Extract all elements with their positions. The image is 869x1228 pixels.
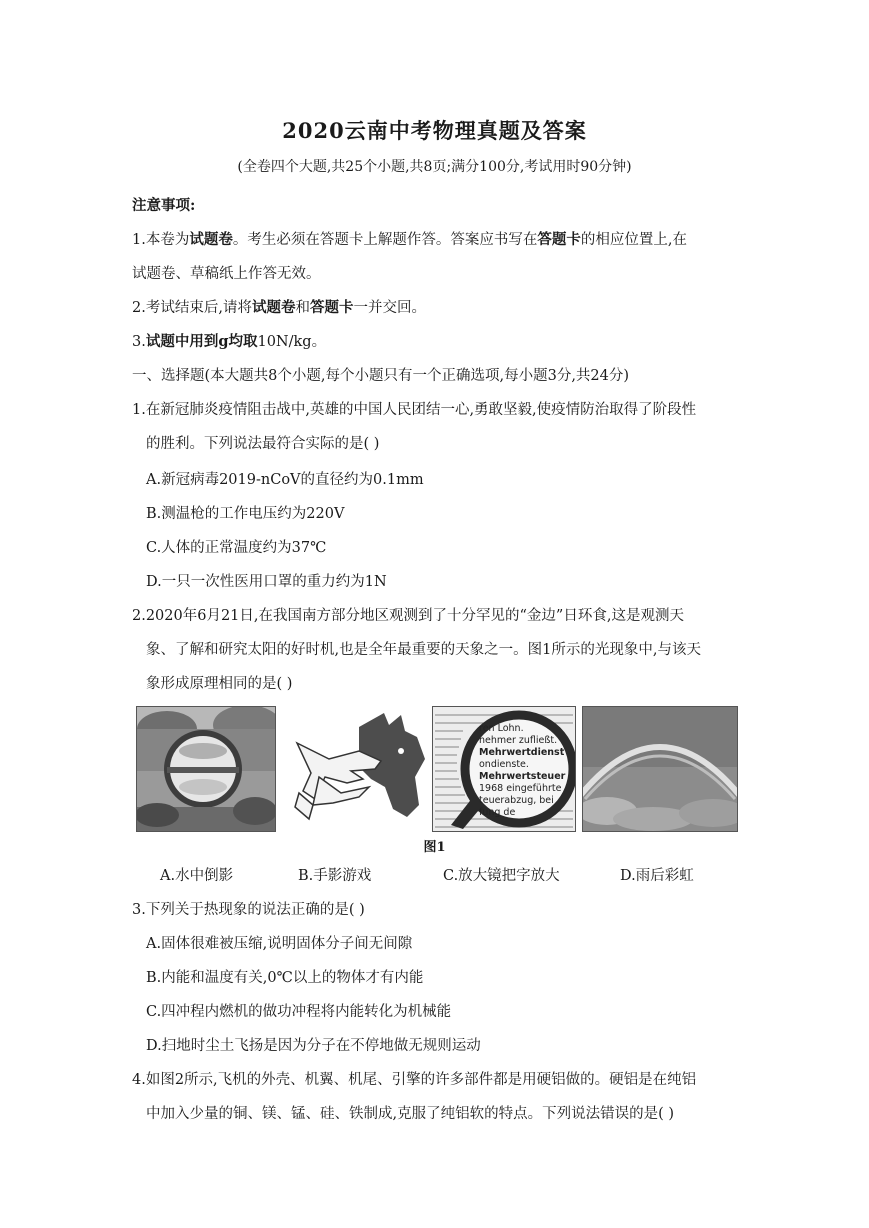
note-text: 的相应位置上,在 [580,232,687,248]
q1-stem-line2: 的胜利。下列说法最符合实际的是( ) [146,436,380,452]
note-text-bold: 答题卡 [309,299,354,316]
q4-stem-line1: 4.如图2所示,飞机的外壳、机翼、机尾、引擎的许多部件都是用硬铝做的。硬铝是在纯铝 [132,1072,697,1088]
figure-1-caption: 图1 [423,840,446,855]
q3-stem: 3.下列关于热现象的说法正确的是( ) [132,902,365,918]
note-item-3 [132,330,326,351]
q3-option-c: C.四冲程内燃机的做功冲程将内能转化为机械能 [146,1004,452,1020]
note-item-2 [132,296,426,317]
magnifier-line: fung de [479,807,516,818]
magnifier-line: ondienste. [479,759,529,770]
magnifier-line: nehmer zufließt. [479,735,558,746]
notes-heading: 注意事项: [132,197,196,214]
q2-stem-line3: 象形成原理相同的是( ) [146,676,293,692]
q2-option-c: C.放大镜把字放大 [443,868,560,884]
q2-option-a: A.水中倒影 [160,868,234,884]
section-heading: 一、选择题(本大题共8个小题,每个小题只有一个正确选项,每小题3分,共24分) [132,368,630,384]
q2-stem-line2: 象、了解和研究太阳的好时机,也是全年最重要的天象之一。图1所示的光现象中,与该天 [146,642,701,658]
magnifier-line: teuerabzug, bei [479,795,554,806]
rainbow-image [582,706,738,832]
q1-stem-line1: 1.在新冠肺炎疫情阻击战中,英雄的中国人民团结一心,勇敢坚毅,使疫情防治取得了阶段性 [132,402,697,418]
note-item-1 [132,228,687,249]
q2-stem-line1: 2.2020年6月21日,在我国南方部分地区观测到了十分罕见的“金边”日环食,这是观测天 [132,608,684,624]
magnifier-line: Mehrwertdienst [479,747,565,758]
q1-option-a: A.新冠病毒2019-nCoV的直径约为0.1mm [146,472,424,488]
note-item-1-cont: 试题卷、草稿纸上作答无效。 [132,266,321,282]
note-text: 1.本卷为 [132,232,190,248]
note-text: 和 [295,300,310,316]
q2-option-d: D.雨后彩虹 [620,868,694,884]
q3-option-a: A.固体很难被压缩,说明固体分子间无间隙 [146,936,413,952]
magnifier-line: Mehrwertsteuer [479,771,566,782]
q3-option-d: D.扫地时尘土飞扬是因为分子在不停地做无规则运动 [146,1038,481,1054]
q2-option-b: B.手影游戏 [298,868,372,884]
hand-shadow-image [288,706,432,832]
note-text: 一并交回。 [353,300,426,316]
q1-option-b: B.测温枪的工作电压约为220V [146,506,345,522]
figure-1 [136,706,738,832]
bridge-reflection-image [136,706,276,832]
note-text-bold: 试题卷 [189,231,233,248]
q1-option-c: C.人体的正常温度约为37℃ [146,540,327,556]
magnifier-text [479,723,571,819]
note-text: 3. [132,334,146,350]
note-text-bold: 试题卷 [251,299,296,316]
q4-stem-line2: 中加入少量的铜、镁、锰、硅、铁制成,克服了纯铝软的特点。下列说法错误的是( ) [146,1106,675,1122]
magnifier-line: ren Lohn. [479,723,524,734]
note-text: 。考生必须在答题卡上解题作答。答案应书写在 [232,232,538,248]
q1-option-d: D.一只一次性医用口罩的重力约为1N [146,574,387,590]
q3-option-b: B.内能和温度有关,0℃以上的物体才有内能 [146,970,424,986]
note-text: 10N/kg。 [257,334,327,350]
magnifier-image [432,706,576,832]
note-text-bold: 试题中用到g均取 [145,333,258,350]
page-subtitle: (全卷四个大题,共25个小题,共8页;满分100分,考试用时90分钟) [237,159,632,175]
page-title: 2020云南中考物理真题及答案 [282,118,587,143]
magnifier-line: 1968 eingeführte [479,783,562,794]
note-text-bold: 答题卡 [537,231,581,248]
note-text: 2.考试结束后,请将 [132,300,252,316]
